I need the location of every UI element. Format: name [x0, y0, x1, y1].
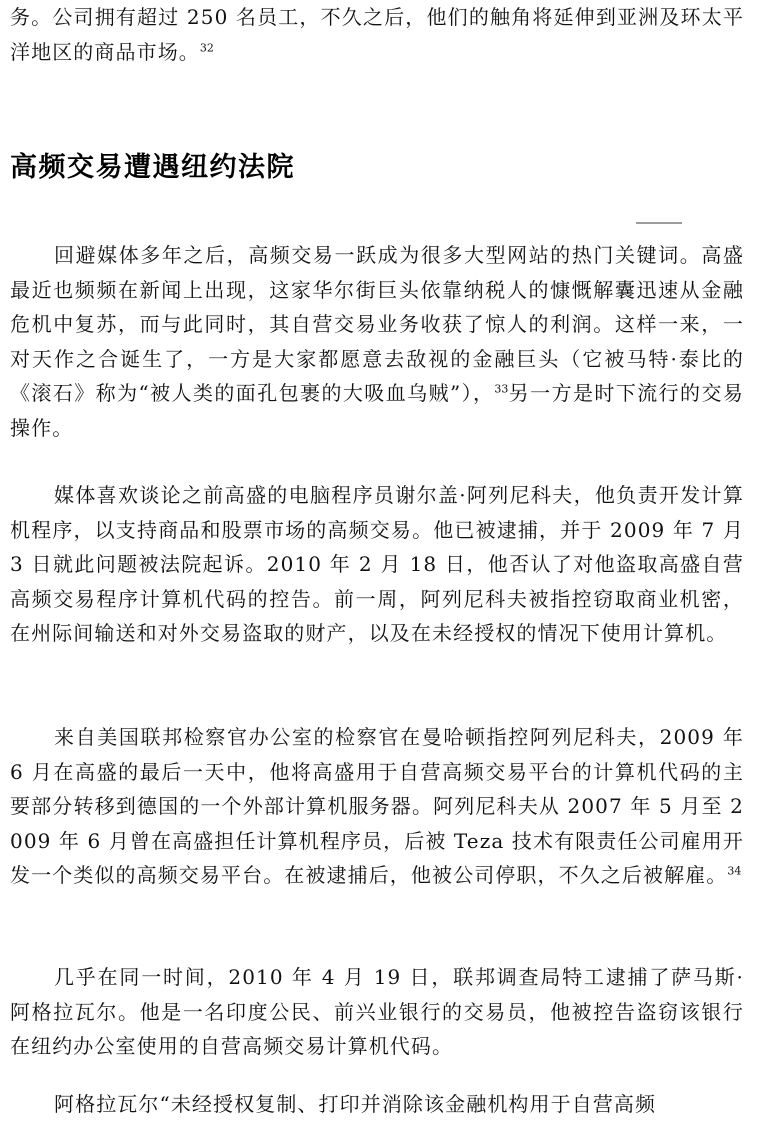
paragraph-text: 媒体喜欢谈论之前高盛的电脑程序员谢尔盖·阿列尼科夫，他负责开发计算机程序，以支持商品和股票市场的高频交易。他已被逮捕，并于 2009 年 7 月 3 日就此问题被法院起诉。2010 年 2 月 18 日，他否认了对他盗取高盛自营高频交易程序计算机代码的控告。前一周，阿列尼科夫被指控窃取商业机密，在州际间输送和对外交易盗取的财产，以及在未经授权的情况下使用计算机。: [10, 483, 744, 645]
paragraph: [10, 238, 744, 445]
paragraph-text: 回避媒体多年之后，高频交易一跃成为很多大型网站的热门关键词。高盛最近也频频在新闻上出现，这家华尔街巨头依靠纳税人的慷慨解囊迅速从金融危机中复苏，而与此同时，其自营交易业务收获了惊人的利润。这样一来，一对天作之合诞生了，一方是大家都愿意去敌视的金融巨头（它被马特·泰比的《滚石》称为“被人类的面孔包裹的大吸血乌贼”），: [10, 243, 744, 405]
footnote-ref: 33: [494, 382, 509, 396]
paragraph-text: 来自美国联邦检察官办公室的检察官在曼哈顿指控阿列尼科夫，2009 年 6 月在高盛的最后一天中，他将高盛用于自营高频交易平台的计算机代码的主要部分转移到德国的一个外部计算机服务器。阿列尼科夫从 2007 年 5 月至 2009 年 6 月曾在高盛担任计算机程序员，后被 Teza 技术有限责任公司雇用开发一个类似的高频交易平台。在被逮捕后，他被公司停职，不久之后被解雇。: [10, 725, 744, 887]
paragraph: [10, 960, 744, 1064]
paragraph-text: 几乎在同一时间，2010 年 4 月 19 日，联邦调查局特工逮捕了萨马斯·阿格拉瓦尔。他是一名印度公民、前兴业银行的交易员，他被控告盗窃该银行在纽约办公室使用的自营高频交易计算机代码。: [10, 965, 744, 1058]
paragraph: [10, 478, 744, 651]
scan-artifact-mark: [636, 222, 682, 224]
section-heading: 高频交易遭遇纽约法院: [10, 152, 295, 183]
paragraph-cut-off: [10, 1087, 744, 1122]
paragraph-text: 阿格拉瓦尔“未经授权复制、打印并消除该金融机构用于自营高频: [54, 1092, 657, 1116]
paragraph-text: 务。公司拥有超过 250 名员工，不久之后，他们的触角将延伸到亚洲及环太平洋地区的商品市场。: [10, 5, 744, 64]
paragraph-continued: [10, 0, 744, 69]
paragraph: [10, 720, 744, 893]
paragraph-text-continued: 另一方是时下流行的交易操作。: [10, 381, 744, 440]
footnote-ref: 32: [199, 40, 214, 54]
footnote-ref: 34: [727, 864, 742, 878]
